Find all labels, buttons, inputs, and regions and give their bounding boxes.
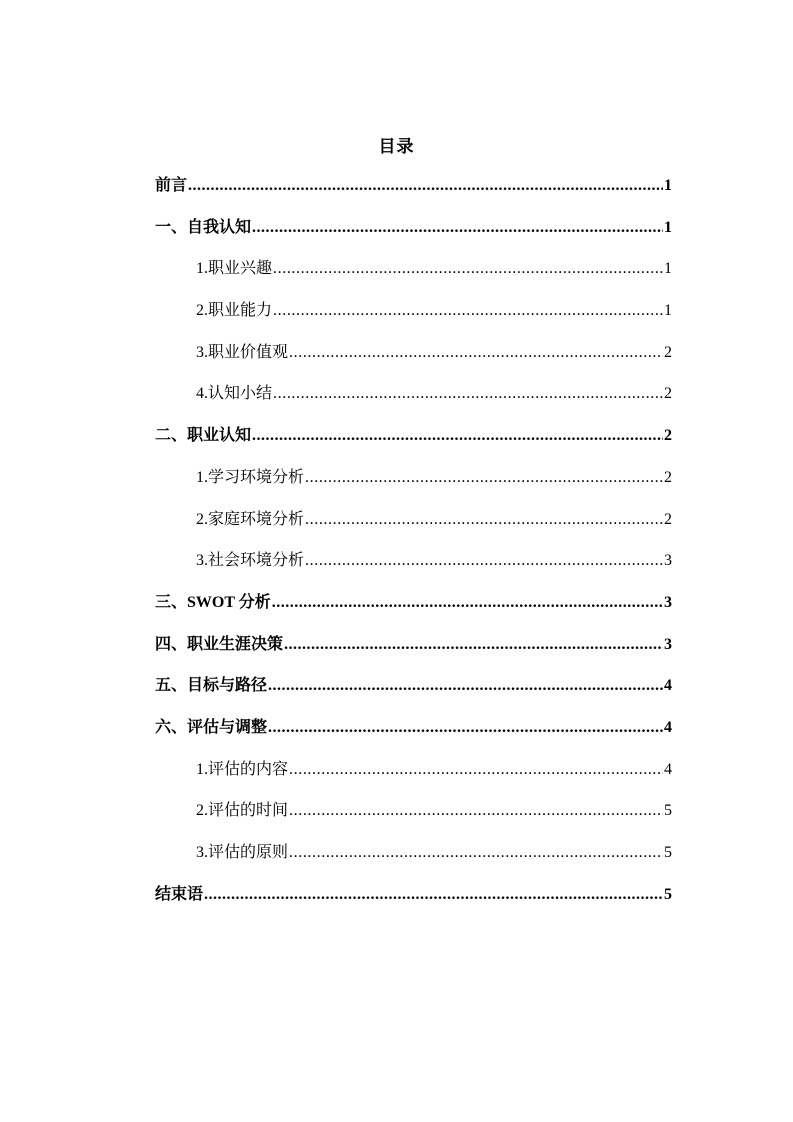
- toc-dot-leader: [273, 295, 663, 327]
- toc-page-number: 2: [664, 427, 672, 445]
- toc-page-number: 1: [664, 302, 672, 320]
- toc-dot-leader: [188, 170, 663, 202]
- toc-entry-career-interest[interactable]: [155, 253, 672, 295]
- toc-page-number: 2: [664, 343, 672, 361]
- toc-entry-label: 1.学习环境分析: [196, 468, 305, 486]
- toc-entry-label: 3.评估的原则: [196, 844, 289, 861]
- toc-page-number: 5: [664, 844, 672, 861]
- toc-entry-family-environment[interactable]: [155, 504, 672, 546]
- toc-page-number: 1: [664, 260, 672, 278]
- toc-entry-evaluation-adjustment[interactable]: [155, 712, 672, 754]
- toc-dot-leader: [252, 212, 663, 244]
- toc-entry-career-ability[interactable]: [155, 295, 672, 337]
- toc-entry-swot[interactable]: [155, 587, 672, 629]
- toc-entry-label: 四、职业生涯决策: [155, 635, 284, 653]
- toc-entry-label: 六、评估与调整: [155, 718, 268, 736]
- toc-entry-label: 3.职业价值观: [196, 343, 289, 361]
- toc-dot-leader: [252, 420, 663, 452]
- toc-dot-leader: [305, 462, 663, 494]
- toc-page-number: 2: [664, 468, 672, 486]
- toc-dot-leader: [273, 378, 663, 410]
- toc-dot-leader: [289, 337, 663, 369]
- toc-dot-leader: [289, 795, 663, 827]
- toc-dot-leader: [272, 587, 663, 619]
- toc-entry-preface[interactable]: [155, 170, 672, 212]
- toc-entry-label: 2.家庭环境分析: [196, 510, 305, 528]
- table-of-contents: [155, 170, 672, 920]
- toc-dot-leader: [305, 504, 663, 536]
- toc-title: 目录: [378, 137, 415, 156]
- toc-page-number: 3: [664, 635, 672, 653]
- toc-entry-self-awareness[interactable]: [155, 212, 672, 254]
- toc-entry-career-decision[interactable]: [155, 629, 672, 671]
- toc-dot-leader: [289, 754, 663, 786]
- toc-dot-leader: [305, 545, 663, 577]
- toc-page-number: 4: [664, 718, 672, 736]
- toc-entry-career-values[interactable]: [155, 337, 672, 379]
- toc-entry-label: 二、职业认知: [155, 427, 252, 445]
- toc-page-number: 1: [664, 177, 672, 194]
- toc-entry-career-awareness[interactable]: [155, 420, 672, 462]
- toc-entry-goals-and-path[interactable]: [155, 670, 672, 712]
- toc-entry-label: 4.认知小结: [196, 385, 273, 403]
- toc-entry-label: 前言: [155, 177, 188, 194]
- toc-entry-label: 2.职业能力: [196, 302, 273, 320]
- toc-page-number: 1: [664, 218, 672, 236]
- toc-entry-label: 2.评估的时间: [196, 802, 289, 820]
- toc-dot-leader: [268, 712, 663, 744]
- toc-entry-evaluation-principles[interactable]: [155, 837, 672, 879]
- toc-page-number: 5: [664, 885, 672, 903]
- toc-page-number: 5: [664, 802, 672, 820]
- toc-dot-leader: [268, 670, 663, 702]
- toc-entry-cognition-summary[interactable]: [155, 378, 672, 420]
- toc-dot-leader: [204, 879, 663, 911]
- toc-page-number: 2: [664, 510, 672, 528]
- toc-dot-leader: [289, 837, 663, 869]
- toc-dot-leader: [284, 629, 663, 661]
- toc-entry-social-environment[interactable]: [155, 545, 672, 587]
- toc-entry-label: 3.社会环境分析: [196, 552, 305, 570]
- toc-entry-label: 一、自我认知: [155, 218, 252, 236]
- toc-entry-evaluation-time[interactable]: [155, 795, 672, 837]
- toc-entry-learning-environment[interactable]: [155, 462, 672, 504]
- toc-dot-leader: [273, 253, 663, 285]
- toc-page-number: 3: [664, 552, 672, 570]
- toc-entry-label: 五、目标与路径: [155, 677, 268, 695]
- toc-page-number: 2: [664, 385, 672, 403]
- toc-page-number: 4: [664, 677, 672, 695]
- toc-entry-evaluation-content[interactable]: [155, 754, 672, 796]
- toc-entry-label: 1.评估的内容: [196, 760, 289, 778]
- toc-entry-conclusion[interactable]: [155, 879, 672, 921]
- toc-entry-label: 三、SWOT 分析: [155, 593, 271, 611]
- toc-entry-label: 结束语: [155, 885, 204, 903]
- toc-page-number: 4: [664, 760, 672, 778]
- toc-page-number: 3: [664, 593, 672, 611]
- toc-entry-label: 1.职业兴趣: [196, 260, 273, 278]
